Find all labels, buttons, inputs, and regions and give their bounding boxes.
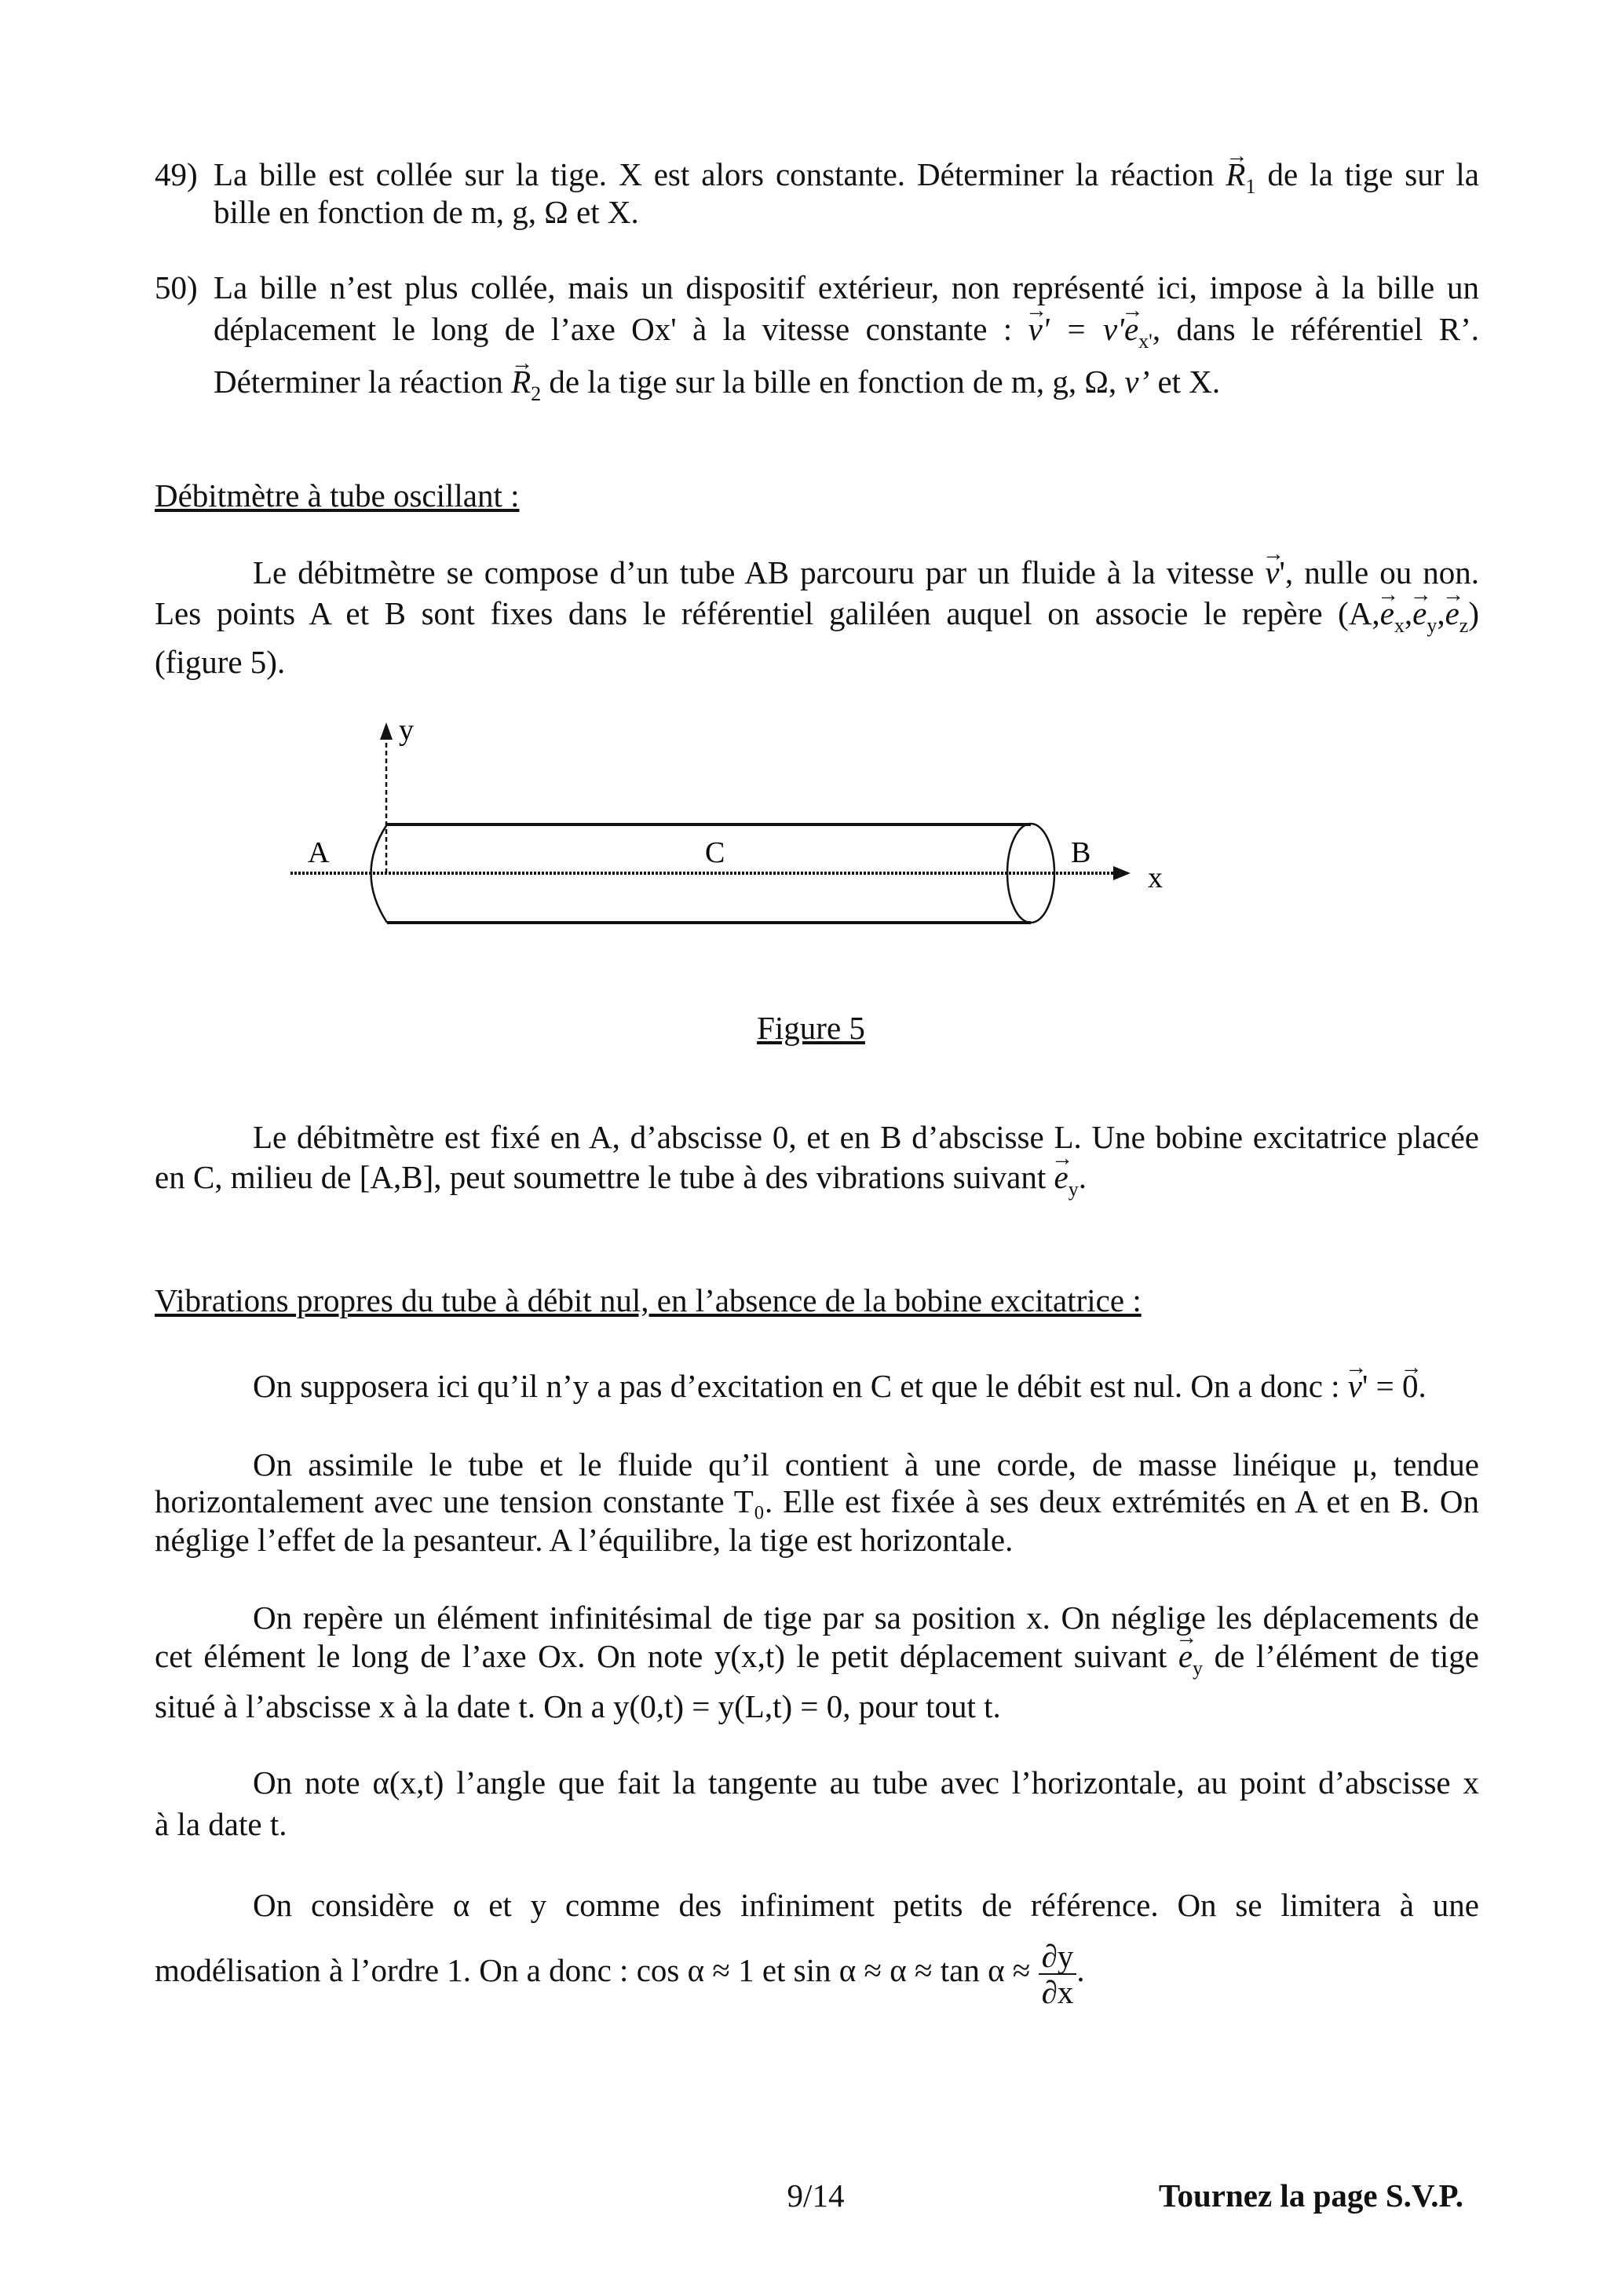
figure-caption: Figure 5 bbox=[757, 1010, 865, 1046]
text: ' = bbox=[1361, 1368, 1402, 1404]
subscript: x bbox=[1394, 614, 1405, 637]
text: v’ bbox=[1124, 364, 1150, 400]
label-c: C bbox=[705, 836, 725, 869]
subscript: z bbox=[1459, 614, 1469, 637]
text: Les points A et B sont fixes dans le référentiel galiléen auquel on associe le repère (A, bbox=[155, 595, 1380, 631]
subscript: 1 bbox=[1245, 175, 1256, 198]
question-text: La bille n’est plus collée, mais un dispositif extérieur, non représenté ici, impose à la bille un bbox=[214, 269, 1479, 305]
question-text bbox=[214, 310, 1480, 353]
vector-v: → v bbox=[1348, 1367, 1362, 1406]
section-heading: Débitmètre à tube oscillant : bbox=[155, 477, 520, 514]
figure-5-diagram bbox=[283, 707, 1185, 958]
page-number: 9/14 bbox=[787, 2177, 845, 2214]
text: . bbox=[1076, 1952, 1085, 1988]
vector-e: → e bbox=[1054, 1158, 1068, 1197]
paragraph: Le débitmètre est fixé en A, d’abscisse 0, et en B d’abscisse L. Une bobine excitatrice placée bbox=[253, 1119, 1479, 1155]
paragraph bbox=[155, 1637, 1480, 1680]
text: ) bbox=[1468, 595, 1479, 631]
question-text bbox=[214, 363, 1479, 405]
paragraph bbox=[155, 1936, 1479, 2009]
text: déplacement le long de l’axe Ox' à la vitesse constante : bbox=[214, 311, 1028, 347]
label-a: A bbox=[308, 836, 330, 869]
text: de la tige sur la bbox=[1255, 156, 1479, 192]
text: . bbox=[1418, 1368, 1427, 1404]
paragraph: On assimile le tube et le fluide qu’il contient à une corde, de masse linéique μ, tendue bbox=[253, 1446, 1479, 1483]
text: Déterminer la réaction bbox=[214, 364, 512, 400]
paragraph: On repère un élément infinitésimal de tige par sa position x. On néglige les déplacements de bbox=[253, 1600, 1479, 1636]
paragraph bbox=[253, 1367, 1577, 1406]
paragraph: (figure 5). bbox=[155, 644, 286, 680]
text: On supposera ici qu’il n’y a pas d’excitation en C et que le débit est nul. On a donc : bbox=[253, 1368, 1348, 1404]
text: et X. bbox=[1149, 364, 1221, 400]
vector-v: → v bbox=[1028, 310, 1043, 349]
numerator: ∂y bbox=[1039, 1939, 1077, 1975]
paragraph bbox=[253, 554, 1479, 592]
text: cet élément le long de l’axe Ox. On note y(x,t) le petit déplacement suivant bbox=[155, 1638, 1178, 1674]
vector-e: → e bbox=[1178, 1637, 1193, 1676]
y-arrow-icon bbox=[380, 722, 393, 740]
section-heading: Vibrations propres du tube à débit nul, en l’absence de la bobine excitatrice : bbox=[155, 1282, 1142, 1318]
question-number: 50) bbox=[155, 269, 198, 305]
paragraph: On considère α et y comme des infiniment petits de référence. On se limitera à une bbox=[253, 1887, 1479, 1923]
vector-e: → e bbox=[1380, 594, 1394, 633]
paragraph: situé à l’abscisse x à la date t. On a y(0,t) = y(L,t) = 0, pour tout t. bbox=[155, 1688, 1001, 1724]
label-b: B bbox=[1071, 836, 1091, 869]
paragraph bbox=[155, 1158, 1479, 1201]
text: Le débitmètre se compose d’un tube AB parcouru par un fluide à la vitesse bbox=[253, 554, 1266, 590]
text: en C, milieu de [A,B], peut soumettre le tube à des vibrations suivant bbox=[155, 1159, 1054, 1195]
question-text bbox=[214, 155, 1479, 198]
vector-e: → e bbox=[1445, 594, 1459, 633]
paragraph: On note α(x,t) l’angle que fait la tangente au tube avec l’horizontale, au point d’abscisse x bbox=[253, 1764, 1479, 1801]
text: . bbox=[1078, 1159, 1087, 1195]
subscript: y bbox=[1427, 614, 1438, 637]
vector-zero: → 0 bbox=[1402, 1367, 1419, 1406]
subscript: y bbox=[1193, 1657, 1204, 1680]
vector-r1: → R bbox=[1226, 155, 1245, 194]
paragraph: néglige l’effet de la pesanteur. A l’équilibre, la tige est horizontale. bbox=[155, 1522, 1014, 1558]
vector-v: → v bbox=[1265, 554, 1279, 592]
denominator: ∂x bbox=[1041, 1973, 1074, 2010]
text: de l’élément de tige bbox=[1203, 1638, 1480, 1674]
paragraph: à la date t. bbox=[155, 1806, 287, 1842]
subscript: 2 bbox=[531, 382, 542, 405]
text: , dans le référentiel R’. bbox=[1152, 311, 1480, 347]
text: La bille est collée sur la tige. X est alors constante. Déterminer la réaction bbox=[214, 156, 1226, 192]
vector-r2: → R bbox=[511, 363, 531, 401]
vector-e: → e bbox=[1124, 310, 1138, 349]
text: ', nulle ou non. bbox=[1279, 554, 1479, 590]
vector-e: → e bbox=[1412, 594, 1427, 633]
paragraph: Les points A et B sont fixes dans le référentiel galiléen auquel on associe le repère $(A,\to e_x,\to e_y,\to e_z)$ bbox=[155, 594, 1479, 633]
subscript: y bbox=[1068, 1178, 1079, 1201]
label-x: x bbox=[1148, 861, 1163, 894]
label-y: y bbox=[399, 714, 414, 747]
text: de la tige sur la bille en fonction de m, g, Ω, bbox=[541, 364, 1125, 400]
turn-page-note: Tournez la page S.V.P. bbox=[1158, 2177, 1463, 2214]
x-arrow-icon bbox=[1113, 866, 1131, 880]
question-number: 49) bbox=[155, 156, 198, 192]
subscript: x' bbox=[1138, 330, 1153, 353]
paragraph: horizontalement avec une tension constante T₀. Elle est fixée à ses deux extrémités en A et en B. On bbox=[155, 1483, 1479, 1519]
fraction bbox=[1039, 1939, 1077, 2009]
text: modélisation à l’ordre 1. On a donc : cos α ≈ 1 et sin α ≈ α ≈ tan α ≈ bbox=[155, 1952, 1039, 1988]
question-text: bille en fonction de m, g, Ω et X. bbox=[214, 194, 639, 230]
text: ' = v' bbox=[1042, 311, 1124, 347]
